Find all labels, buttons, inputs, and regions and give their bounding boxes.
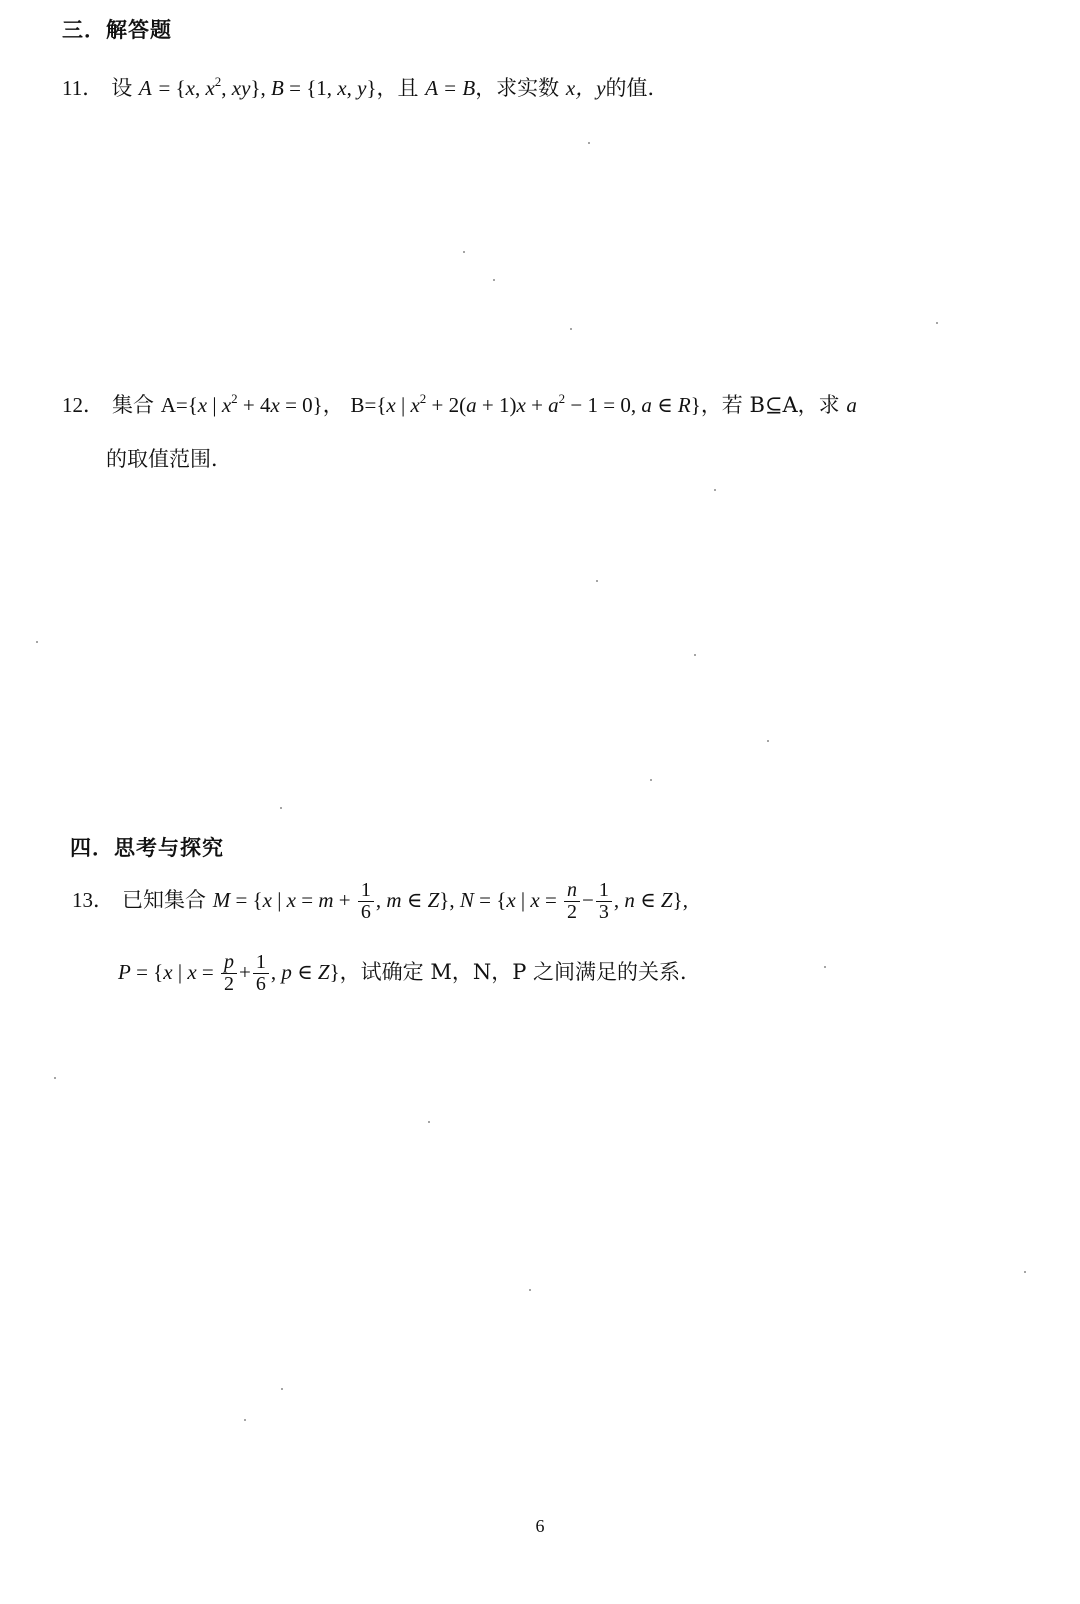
scan-speck: [824, 966, 826, 968]
fraction-m: $\frac{1}{6}$: [358, 880, 374, 923]
question-11: 11． 设 A = {x, $x^2$, xy}, B = {1, x, y}，且 A = B，求实数 x，y的值．: [62, 74, 669, 100]
scan-speck: [588, 142, 590, 144]
scan-speck: [281, 1388, 283, 1390]
scan-speck: [244, 1419, 246, 1421]
fraction-p-1: $\frac{p}{2}$: [221, 952, 237, 995]
scan-speck: [1024, 1271, 1026, 1273]
scan-speck: [570, 328, 572, 330]
scan-speck: [280, 807, 282, 809]
scan-speck: [529, 1289, 531, 1291]
fraction-n-2: $\frac{1}{3}$: [596, 880, 612, 923]
scan-speck: [650, 779, 652, 781]
question-12-line-2: 的取值范围．: [106, 447, 232, 471]
question-11-number: 11．: [62, 76, 104, 100]
scan-speck: [767, 740, 769, 742]
scan-speck: [936, 322, 938, 324]
question-13-line-2: P = {x | x = $\frac{p}{2}$ + $\frac{1}{6}$ , p ∈ Z}，试确定 M，N，P 之间满足的关系．: [118, 951, 702, 995]
scan-speck: [36, 641, 38, 643]
page-number: 6: [535, 1516, 545, 1536]
scan-speck: [493, 279, 495, 281]
fraction-n-1: $\frac{n}{2}$: [564, 880, 580, 923]
scan-speck: [428, 1121, 430, 1123]
section-4-heading: 四．思考与探究: [70, 835, 224, 860]
section-3-heading: 三．解答题: [62, 17, 172, 42]
scan-speck: [694, 654, 696, 656]
scan-speck: [596, 580, 598, 582]
question-12-number: 12．: [62, 393, 104, 417]
question-12: 12． 集合 A={x | $x^2 + 4x = 0$}， B={x | $x^2 + 2(a + 1)x + a^2 - 1 = 0$, a ∈ R}，若 B⊆A，求 a: [62, 391, 857, 417]
scan-speck: [54, 1077, 56, 1079]
question-13-number: 13．: [72, 888, 114, 912]
scan-speck: [463, 251, 465, 253]
fraction-p-2: $\frac{1}{6}$: [253, 952, 269, 995]
question-13: 13． 已知集合 M = {x | x = m + $\frac{1}{6}$ , m ∈ Z}, N = {x | x = $\frac{n}{2}$ − $\frac{1}{3}$ , n ∈ Z},: [72, 879, 688, 923]
scan-speck: [714, 489, 716, 491]
